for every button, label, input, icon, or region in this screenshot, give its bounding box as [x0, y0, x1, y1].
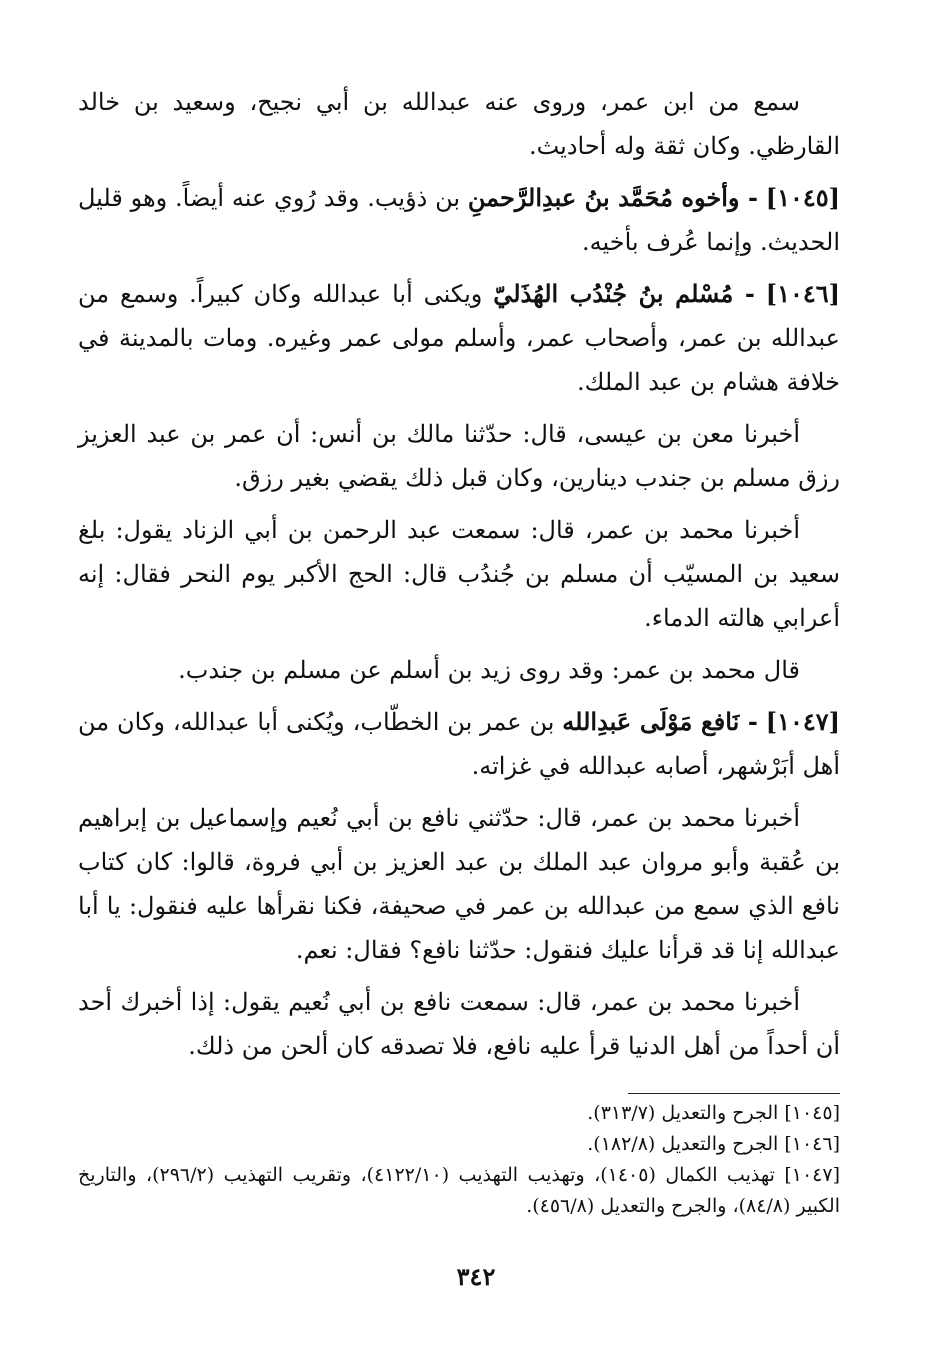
entry-name: - نَافع مَوْلَى عَبدِالله: [562, 707, 758, 736]
paragraph-text: بن ذؤيب. وقد رُوي عنه أيضاً. وهو قليل الحديث. وإنما عُرف بأخيه.: [78, 184, 840, 256]
entry-number: [١٠٤٥]: [765, 183, 840, 212]
paragraph-1: [78, 80, 840, 168]
entry-1047: [78, 700, 840, 788]
footnotes: [78, 1098, 840, 1222]
entry-number: [١٠٤٧]: [765, 707, 840, 736]
paragraph-9: [78, 980, 840, 1068]
paragraph-text: سمع من ابن عمر، وروى عنه عبدالله بن أبي نجيح، وسعيد بن خالد القارظي. وكان ثقة وله أحاديث.: [78, 88, 840, 160]
footnote-1045: [١٠٤٥] الجرح والتعديل (٣١٣/٧).: [587, 1102, 840, 1124]
entry-1045: [78, 176, 840, 264]
paragraph-5: [78, 508, 840, 640]
paragraph-text: قال محمد بن عمر: وقد روى زيد بن أسلم عن مسلم بن جندب.: [178, 656, 800, 684]
entry-name: - وأخوه مُحَمَّد بنُ عبدِالرَّحمنِ: [467, 183, 758, 212]
page-number: ٣٤٢: [456, 1262, 496, 1291]
footnote-1047: [١٠٤٧] تهذيب الكمال (١٤٠٥)، وتهذيب التهذيب (٤١٢٢/١٠)، وتقريب التهذيب (٢٩٦/٢)، والتاريخ الكبير (٨٤/٨)، والجرح والتعديل (٤٥٦/٨).: [78, 1164, 841, 1217]
entry-number: [١٠٤٦]: [765, 279, 841, 308]
main-text: [78, 80, 840, 1076]
paragraph-8: [78, 796, 840, 972]
paragraph-text: ويكنى أبا عبدالله وكان كبيراً. وسمع من عبدالله بن عمر، وأصحاب عمر، وأسلم مولى عمر وغيره. ومات بالمدينة في خلافة هشام بن عبد الملك.: [78, 280, 840, 396]
paragraph-4: [78, 412, 840, 500]
paragraph-6: [78, 648, 840, 692]
paragraph-text: أخبرنا محمد بن عمر، قال: حدّثني نافع بن أبي نُعيم وإسماعيل بن إبراهيم بن عُقبة وأبو مروان عبد الملك بن عبد العزيز بن أبي فروة، قالوا: كان كتاب نافع الذي سمع من عبدالله بن عمر في صحيفة، فكنا نقرأها عليه فنقول: يا أبا عبدالله إنا قد قرأنا عليك فنقول: حدّثنا نافع؟ فقال: نعم.: [78, 804, 840, 964]
entry-1046: [78, 272, 840, 404]
footnote-divider: [628, 1093, 840, 1094]
footnote-1046: [١٠٤٦] الجرح والتعديل (١٨٢/٨).: [587, 1133, 840, 1155]
entry-name: - مُسْلم بنُ جُنْدُب الهُذَليّ: [493, 279, 755, 308]
paragraph-text: أخبرنا محمد بن عمر، قال: سمعت عبد الرحمن بن أبي الزناد يقول: بلغ سعيد بن المسيّب أن مسلم بن جُندُب قال: الحج الأكبر يوم النحر فقال: إنه أعرابي هالته الدماء.: [78, 516, 840, 632]
paragraph-text: أخبرنا محمد بن عمر، قال: سمعت نافع بن أبي نُعيم يقول: إذا أخبرك أحد أن أحداً من أهل الدنيا قرأ عليه نافع، فلا تصدقه كان ألحن من ذلك.: [78, 988, 840, 1060]
paragraph-text: أخبرنا معن بن عيسى، قال: حدّثنا مالك بن أنس: أن عمر بن عبد العزيز رزق مسلم بن جندب دينارين، وكان قبل ذلك يقضي بغير رزق.: [78, 420, 840, 492]
paragraph-text: بن عمر بن الخطّاب، ويُكنى أبا عبدالله، وكان من أهل أبَرْشهر، أصابه عبدالله في غزاته.: [78, 708, 840, 780]
